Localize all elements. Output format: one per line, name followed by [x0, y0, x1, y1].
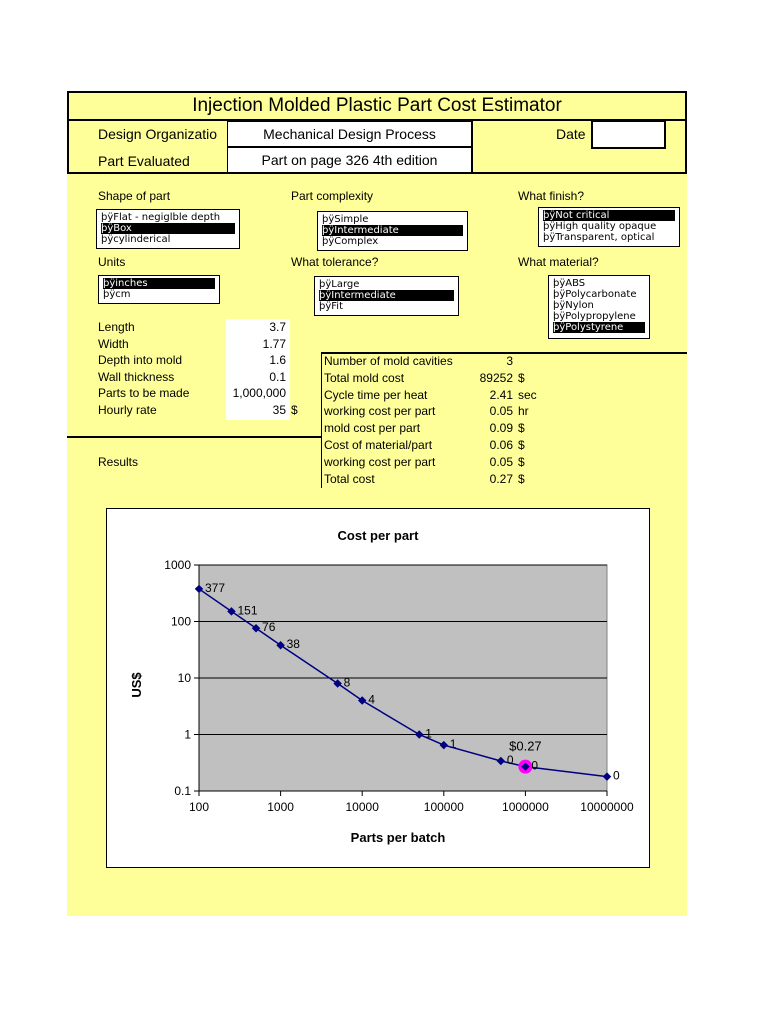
data-label: 76	[262, 620, 276, 635]
output-value: 0.09	[489, 421, 513, 436]
units-option[interactable]: þÿcm	[103, 289, 131, 300]
part-evaluated-label: Part Evaluated	[98, 153, 190, 169]
units-option[interactable]: þÿinches	[103, 278, 215, 289]
input-value[interactable]: 3.7	[269, 320, 286, 334]
output-label: Number of mold cavities	[324, 354, 453, 368]
shape-option[interactable]: þÿBox	[101, 223, 235, 234]
output-label: mold cost per part	[324, 421, 421, 436]
data-label: 4	[368, 692, 375, 707]
output-label: working cost per part	[324, 454, 436, 469]
y-axis-title: US$	[129, 672, 144, 698]
units-label: Units	[98, 255, 126, 269]
inputs-bottom-divider	[67, 436, 322, 438]
shape-option[interactable]: þÿFlat - negiglble depth	[101, 212, 221, 223]
input-label: Parts to be made	[98, 386, 190, 401]
finish-option[interactable]: þÿNot critical	[543, 210, 675, 221]
output-value: 89252	[479, 370, 513, 385]
complexity-option[interactable]: þÿIntermediate	[322, 225, 463, 236]
input-label: Depth into mold	[98, 353, 183, 368]
complexity-label: Part complexity	[291, 189, 374, 203]
output-unit: $	[518, 421, 525, 436]
y-tick-label: 10	[177, 671, 191, 685]
x-tick-label: 1000	[267, 800, 294, 814]
cost-chart-svg	[107, 509, 649, 867]
x-tick-label: 10000	[345, 800, 379, 814]
output-value: 0.27	[489, 471, 513, 486]
data-label: 1	[425, 726, 432, 741]
output-value: 2.41	[489, 387, 513, 402]
highlight-label: $0.27	[509, 738, 542, 754]
x-tick-label: 100	[188, 800, 210, 814]
tolerance-option[interactable]: þÿIntermediate	[319, 290, 454, 301]
data-label: 377	[205, 580, 226, 595]
cost-chart	[106, 508, 650, 868]
x-tick-label: 10000000	[580, 800, 634, 814]
output-label: Cycle time per heat	[324, 387, 428, 402]
results-label: Results	[98, 455, 139, 469]
output-unit: sec	[518, 387, 537, 402]
output-unit: $	[518, 370, 525, 385]
chart-title: Cost per part	[337, 528, 419, 543]
material-option[interactable]: þÿPolypropylene	[553, 311, 636, 322]
tolerance-label: What tolerance?	[291, 255, 379, 269]
data-label: 1	[449, 737, 457, 752]
output-label: Cost of material/part	[324, 438, 433, 452]
input-label: Hourly rate	[98, 403, 157, 417]
input-label: Wall thickness	[98, 369, 175, 384]
output-label: Total cost	[324, 471, 375, 486]
output-value: 0.05	[489, 454, 513, 469]
finish-listbox[interactable]	[538, 207, 680, 247]
complexity-option[interactable]: þÿComplex	[322, 236, 379, 247]
output-unit: $	[518, 454, 525, 469]
output-label: working cost per part	[324, 404, 436, 419]
complexity-listbox[interactable]	[317, 211, 468, 251]
input-unit: $	[291, 403, 298, 417]
data-label: 8	[343, 675, 351, 690]
data-label: 38	[286, 637, 300, 652]
finish-label: What finish?	[518, 189, 585, 203]
y-tick-label: 1	[184, 727, 191, 742]
material-option[interactable]: þÿABS	[553, 278, 586, 289]
data-label: 0	[531, 758, 539, 773]
date-label: Date	[556, 126, 586, 142]
material-option[interactable]: þÿPolycarbonate	[553, 289, 637, 300]
shape-label: Shape of part	[98, 189, 171, 203]
part-evaluated-field[interactable]: Part on page 326 4th edition	[227, 147, 472, 173]
x-tick-label: 100000	[423, 800, 464, 814]
y-tick-label: 0.1	[174, 784, 191, 798]
page-title: Injection Molded Plastic Part Cost Estimator	[67, 91, 687, 121]
design-org-label: Design Organizatio	[98, 126, 218, 142]
x-tick-label: 1000000	[502, 800, 549, 814]
date-field[interactable]	[591, 120, 666, 149]
output-value: 0.05	[489, 404, 513, 419]
y-tick-label: 100	[170, 614, 191, 629]
tolerance-option[interactable]: þÿFit	[319, 301, 343, 312]
input-value[interactable]: 35	[272, 403, 286, 417]
tolerance-listbox[interactable]	[314, 276, 459, 316]
input-value[interactable]: 1,000,000	[232, 386, 286, 401]
output-label: Total mold cost	[324, 370, 405, 385]
output-unit: $	[518, 438, 525, 452]
finish-option[interactable]: þÿTransparent, optical	[543, 232, 655, 243]
input-value[interactable]: 1.77	[262, 336, 286, 351]
design-org-field[interactable]: Mechanical Design Process	[227, 121, 472, 147]
units-listbox[interactable]	[98, 275, 220, 304]
output-value: 3	[506, 354, 513, 368]
data-label: 0	[613, 768, 620, 783]
x-axis-title: Parts per batch	[350, 830, 446, 845]
results-left-divider	[321, 352, 322, 488]
material-listbox[interactable]	[548, 275, 650, 339]
input-label: Length	[98, 320, 135, 334]
output-unit: $	[518, 471, 525, 486]
material-option[interactable]: þÿNylon	[553, 300, 594, 311]
complexity-option[interactable]: þÿSimple	[322, 214, 369, 225]
finish-option[interactable]: þÿHigh quality opaque	[543, 221, 657, 232]
output-unit: hr	[518, 404, 529, 419]
shape-listbox[interactable]	[96, 209, 240, 249]
input-label: Width	[98, 336, 129, 351]
input-value[interactable]: 0.1	[269, 369, 286, 384]
tolerance-option[interactable]: þÿLarge	[319, 279, 360, 290]
input-value[interactable]: 1.6	[269, 353, 286, 368]
output-value: 0.06	[489, 438, 513, 452]
shape-option[interactable]: þÿcylinderical	[101, 234, 171, 245]
material-option[interactable]: þÿPolystyrene	[553, 322, 645, 333]
data-label: 0	[506, 752, 514, 767]
data-label: 151	[237, 603, 258, 618]
y-tick-label: 1000	[164, 558, 191, 572]
material-label: What material?	[518, 255, 599, 269]
